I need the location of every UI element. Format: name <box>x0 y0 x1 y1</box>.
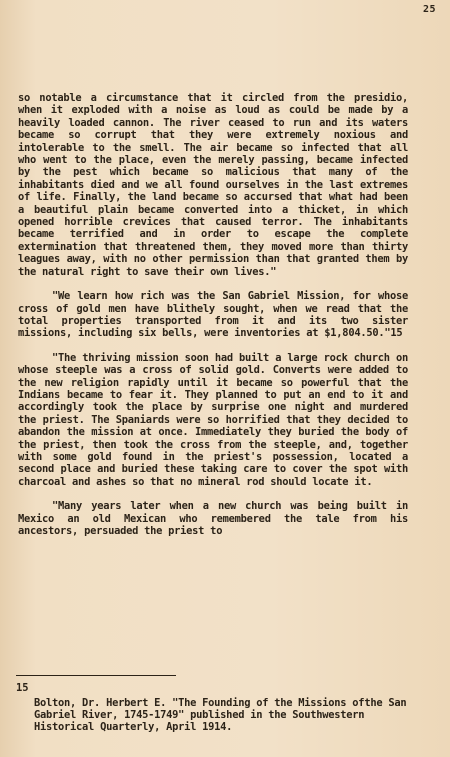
footnote-divider <box>16 675 176 676</box>
footnote-number: 15 <box>16 682 29 694</box>
paragraph-many-years-later: "Many years later when a new church was being built in Mexico an old Mexican who remembered the tale from his ancestors, persuaded the priest to <box>18 500 408 537</box>
page-number: 25 <box>422 4 436 15</box>
paragraph-thriving-mission: "The thriving mission soon had built a large rock church on whose steeple was a cross of solid gold. Converts were added to the new religion rapidly until it became so powerful that the Indians became to fear it. They planned to put an end to it and accordingly took the place by surprise one night and murdered the priest. The Spaniards were so horrified that they decided to abandon the mission at once. Immediately they buried the body of the priest, then took the cross from the steeple, and, together with some gold found in the priest's possession, located a second place and buried these taking care to cover the spot with charcoal and ashes so that no mineral rod should locate it. <box>18 351 408 488</box>
paragraph-mission-riches: "We learn how rich was the San Gabriel Mission, for whose cross of gold men have blithely sought, when we read that the total properties transported from it and its two sister missions, including six bells, were inventories at $1,804.50."15 <box>18 290 408 340</box>
body-text <box>18 92 408 537</box>
paragraph-continuation: so notable a circumstance that it circled from the presidio, when it exploded with a noise as loud as could be made by a heavily loaded cannon. The river ceased to run and its waters became so corrupt that they were extremely noxious and intolerable to the smell. The air became so infected that all who went to the place, even the merely passing, became infected by the pest which became so malicious that many of the inhabitants died and we all found ourselves in the last extremes of life. Finally, the land became so accursed that what had been a beautiful plain became converted into a thicket, in which opened horrible crevices that caused terror. The inhabitants became terrified and in order to escape the complete extermination that threatened them, they moved more than thirty leagues away, with no other permission than that granted them by the natural right to save their own lives." <box>18 92 408 278</box>
footnote-text: Bolton, Dr. Herbert E. "The Founding of the Missions ofthe San Gabriel River, 1745-1749" published in the Southwestern Historical Quarterly, April 1914. <box>34 697 407 733</box>
